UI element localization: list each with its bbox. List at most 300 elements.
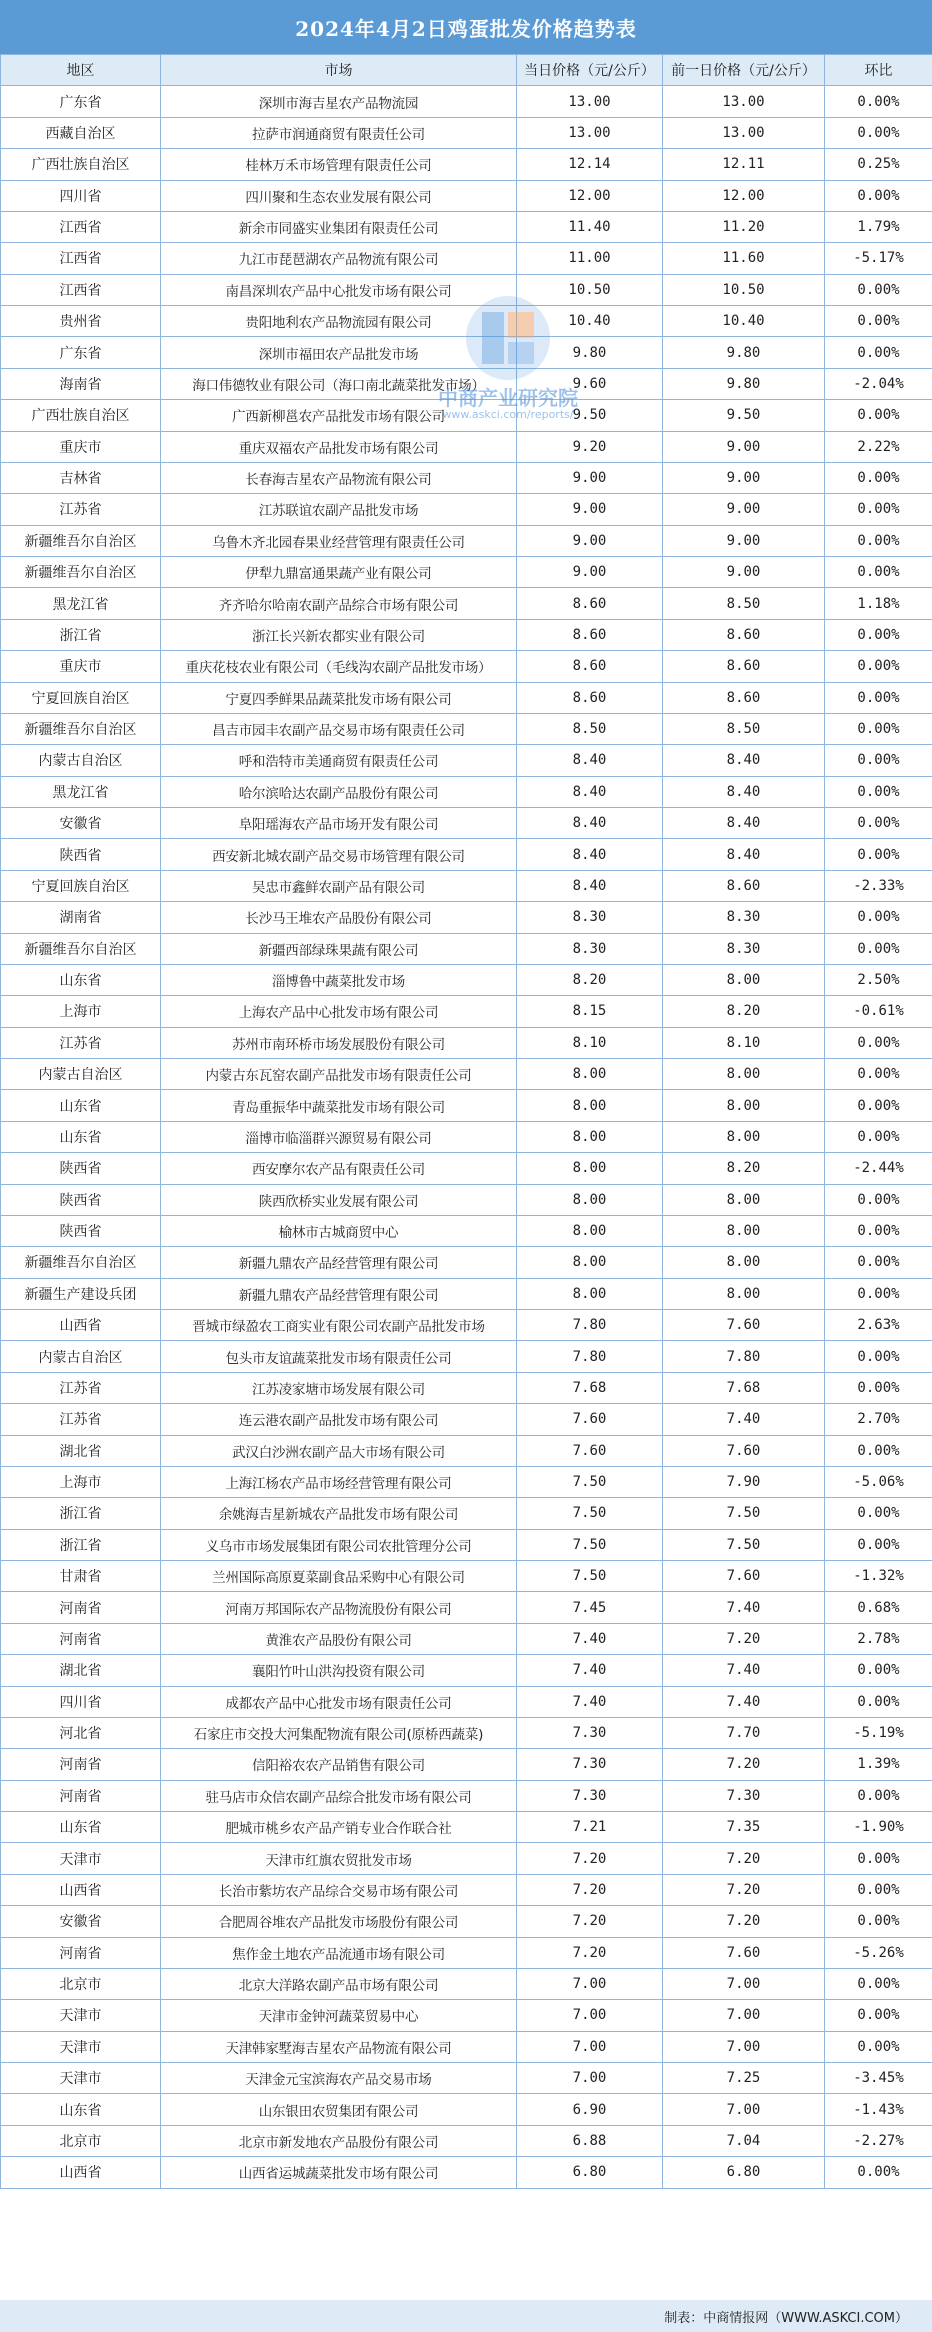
cell-change: 0.00% xyxy=(825,1121,932,1152)
cell-market: 成都农产品中心批发市场有限责任公司 xyxy=(161,1686,517,1717)
cell-change: 0.25% xyxy=(825,149,932,180)
cell-region: 山东省 xyxy=(1,2094,161,2125)
cell-region: 安徽省 xyxy=(1,808,161,839)
cell-region: 河南省 xyxy=(1,1623,161,1654)
table-header-row xyxy=(1,55,932,86)
cell-market: 江苏联谊农副产品批发市场 xyxy=(161,494,517,525)
table-row xyxy=(1,2125,932,2156)
cell-prev-price: 9.00 xyxy=(663,462,825,493)
cell-change: 0.00% xyxy=(825,2000,932,2031)
cell-today-price: 8.40 xyxy=(517,870,663,901)
cell-region: 甘肃省 xyxy=(1,1561,161,1592)
cell-market: 淄博鲁中蔬菜批发市场 xyxy=(161,964,517,995)
cell-region: 浙江省 xyxy=(1,1529,161,1560)
cell-change: 0.00% xyxy=(825,1090,932,1121)
cell-change: -5.17% xyxy=(825,243,932,274)
cell-market: 西安新北城农副产品交易市场管理有限公司 xyxy=(161,839,517,870)
table-row xyxy=(1,808,932,839)
cell-prev-price: 8.60 xyxy=(663,682,825,713)
cell-change: -1.32% xyxy=(825,1561,932,1592)
cell-prev-price: 8.00 xyxy=(663,1121,825,1152)
cell-region: 天津市 xyxy=(1,2031,161,2062)
cell-change: 0.00% xyxy=(825,1498,932,1529)
cell-change: 0.00% xyxy=(825,1529,932,1560)
cell-prev-price: 7.20 xyxy=(663,1843,825,1874)
cell-region: 吉林省 xyxy=(1,462,161,493)
cell-change: 0.00% xyxy=(825,1278,932,1309)
cell-prev-price: 8.00 xyxy=(663,964,825,995)
cell-today-price: 9.50 xyxy=(517,400,663,431)
cell-region: 新疆生产建设兵团 xyxy=(1,1278,161,1309)
cell-today-price: 8.00 xyxy=(517,1215,663,1246)
cell-market: 广西新柳邕农产品批发市场有限公司 xyxy=(161,400,517,431)
cell-region: 上海市 xyxy=(1,1466,161,1497)
cell-region: 北京市 xyxy=(1,1968,161,1999)
cell-today-price: 7.50 xyxy=(517,1466,663,1497)
table-row xyxy=(1,1906,932,1937)
cell-today-price: 7.21 xyxy=(517,1812,663,1843)
table-row xyxy=(1,1874,932,1905)
cell-market: 焦作金土地农产品流通市场有限公司 xyxy=(161,1937,517,1968)
table-row xyxy=(1,902,932,933)
cell-change: 0.00% xyxy=(825,713,932,744)
cell-market: 武汉白沙洲农副产品大市场有限公司 xyxy=(161,1435,517,1466)
cell-market: 重庆花枝农业有限公司（毛线沟农副产品批发市场） xyxy=(161,651,517,682)
cell-prev-price: 7.40 xyxy=(663,1686,825,1717)
cell-market: 石家庄市交投大河集配物流有限公司(原桥西蔬菜) xyxy=(161,1717,517,1748)
cell-change: 0.00% xyxy=(825,1780,932,1811)
table-row xyxy=(1,1121,932,1152)
cell-market: 新疆九鼎农产品经营管理有限公司 xyxy=(161,1278,517,1309)
cell-today-price: 8.60 xyxy=(517,619,663,650)
cell-market: 天津市金钟河蔬菜贸易中心 xyxy=(161,2000,517,2031)
cell-region: 四川省 xyxy=(1,1686,161,1717)
cell-today-price: 7.20 xyxy=(517,1843,663,1874)
cell-market: 天津韩家墅海吉星农产品物流有限公司 xyxy=(161,2031,517,2062)
cell-region: 山东省 xyxy=(1,964,161,995)
cell-prev-price: 7.50 xyxy=(663,1529,825,1560)
cell-change: 0.00% xyxy=(825,2031,932,2062)
cell-change: 0.00% xyxy=(825,557,932,588)
cell-today-price: 7.50 xyxy=(517,1498,663,1529)
cell-region: 湖南省 xyxy=(1,902,161,933)
cell-region: 内蒙古自治区 xyxy=(1,745,161,776)
cell-region: 河南省 xyxy=(1,1780,161,1811)
cell-prev-price: 7.70 xyxy=(663,1717,825,1748)
table-row xyxy=(1,1529,932,1560)
cell-change: 0.00% xyxy=(825,1059,932,1090)
cell-prev-price: 9.00 xyxy=(663,431,825,462)
cell-change: -0.61% xyxy=(825,996,932,1027)
table-row xyxy=(1,1937,932,1968)
cell-market: 天津市红旗农贸批发市场 xyxy=(161,1843,517,1874)
cell-change: 0.00% xyxy=(825,619,932,650)
cell-today-price: 7.00 xyxy=(517,2000,663,2031)
cell-market: 北京市新发地农产品股份有限公司 xyxy=(161,2125,517,2156)
cell-region: 江西省 xyxy=(1,274,161,305)
header-region: 地区 xyxy=(1,55,161,86)
cell-market: 晋城市绿盈农工商实业有限公司农副产品批发市场 xyxy=(161,1310,517,1341)
cell-market: 山西省运城蔬菜批发市场有限公司 xyxy=(161,2157,517,2188)
cell-region: 天津市 xyxy=(1,1843,161,1874)
cell-today-price: 7.80 xyxy=(517,1310,663,1341)
cell-prev-price: 8.00 xyxy=(663,1059,825,1090)
cell-prev-price: 8.00 xyxy=(663,1090,825,1121)
cell-today-price: 6.88 xyxy=(517,2125,663,2156)
cell-market: 余姚海吉星新城农产品批发市场有限公司 xyxy=(161,1498,517,1529)
table-row xyxy=(1,1655,932,1686)
cell-market: 兰州国际高原夏菜副食品采购中心有限公司 xyxy=(161,1561,517,1592)
header-prev-price: 前一日价格（元/公斤） xyxy=(663,55,825,86)
cell-market: 长沙马王堆农产品股份有限公司 xyxy=(161,902,517,933)
cell-region: 内蒙古自治区 xyxy=(1,1341,161,1372)
cell-market: 黄淮农产品股份有限公司 xyxy=(161,1623,517,1654)
cell-change: 2.70% xyxy=(825,1404,932,1435)
cell-prev-price: 12.00 xyxy=(663,180,825,211)
cell-region: 新疆维吾尔自治区 xyxy=(1,1247,161,1278)
cell-region: 广西壮族自治区 xyxy=(1,400,161,431)
table-row xyxy=(1,1717,932,1748)
cell-market: 阜阳瑶海农产品市场开发有限公司 xyxy=(161,808,517,839)
cell-market: 四川聚和生态农业发展有限公司 xyxy=(161,180,517,211)
cell-today-price: 7.30 xyxy=(517,1717,663,1748)
table-row xyxy=(1,2094,932,2125)
cell-prev-price: 8.40 xyxy=(663,808,825,839)
cell-today-price: 8.60 xyxy=(517,682,663,713)
table-row xyxy=(1,1749,932,1780)
cell-market: 义乌市市场发展集团有限公司农批管理分公司 xyxy=(161,1529,517,1560)
table-row xyxy=(1,651,932,682)
cell-change: 0.00% xyxy=(825,808,932,839)
header-today-price: 当日价格（元/公斤） xyxy=(517,55,663,86)
table-row xyxy=(1,745,932,776)
cell-market: 新疆西部绿珠果蔬有限公司 xyxy=(161,933,517,964)
table-row xyxy=(1,494,932,525)
cell-today-price: 10.40 xyxy=(517,306,663,337)
cell-region: 山西省 xyxy=(1,1310,161,1341)
table-row xyxy=(1,1686,932,1717)
cell-region: 贵州省 xyxy=(1,306,161,337)
cell-region: 浙江省 xyxy=(1,1498,161,1529)
cell-today-price: 7.00 xyxy=(517,1968,663,1999)
cell-market: 海口伟德牧业有限公司（海口南北蔬菜批发市场） xyxy=(161,368,517,399)
cell-prev-price: 7.50 xyxy=(663,1498,825,1529)
cell-market: 江苏凌家塘市场发展有限公司 xyxy=(161,1372,517,1403)
cell-prev-price: 7.00 xyxy=(663,1968,825,1999)
cell-region: 四川省 xyxy=(1,180,161,211)
cell-market: 西安摩尔农产品有限责任公司 xyxy=(161,1153,517,1184)
cell-region: 江苏省 xyxy=(1,494,161,525)
cell-today-price: 8.30 xyxy=(517,902,663,933)
cell-prev-price: 7.35 xyxy=(663,1812,825,1843)
footer-source: 制表：中商情报网（WWW.ASKCI.COM） xyxy=(0,2300,932,2332)
table-row xyxy=(1,619,932,650)
cell-market: 深圳市海吉星农产品物流园 xyxy=(161,86,517,117)
cell-change: -1.43% xyxy=(825,2094,932,2125)
cell-prev-price: 7.20 xyxy=(663,1623,825,1654)
cell-market: 榆林市古城商贸中心 xyxy=(161,1215,517,1246)
cell-region: 黑龙江省 xyxy=(1,776,161,807)
table-row xyxy=(1,1184,932,1215)
cell-prev-price: 13.00 xyxy=(663,117,825,148)
cell-market: 包头市友谊蔬菜批发市场有限责任公司 xyxy=(161,1341,517,1372)
cell-change: 2.78% xyxy=(825,1623,932,1654)
table-row xyxy=(1,400,932,431)
cell-change: 0.00% xyxy=(825,1341,932,1372)
cell-prev-price: 7.40 xyxy=(663,1655,825,1686)
cell-prev-price: 8.30 xyxy=(663,902,825,933)
cell-today-price: 9.80 xyxy=(517,337,663,368)
cell-change: 0.00% xyxy=(825,1655,932,1686)
table-row xyxy=(1,1843,932,1874)
cell-prev-price: 8.60 xyxy=(663,870,825,901)
cell-region: 重庆市 xyxy=(1,431,161,462)
cell-region: 山西省 xyxy=(1,2157,161,2188)
cell-change: -5.19% xyxy=(825,1717,932,1748)
header-change: 环比 xyxy=(825,55,932,86)
table-row xyxy=(1,1780,932,1811)
cell-change: 0.00% xyxy=(825,1215,932,1246)
cell-prev-price: 7.60 xyxy=(663,1561,825,1592)
cell-market: 深圳市福田农产品批发市场 xyxy=(161,337,517,368)
cell-change: 0.00% xyxy=(825,494,932,525)
cell-today-price: 8.40 xyxy=(517,745,663,776)
cell-prev-price: 7.30 xyxy=(663,1780,825,1811)
table-row xyxy=(1,180,932,211)
cell-today-price: 7.45 xyxy=(517,1592,663,1623)
table-row xyxy=(1,1435,932,1466)
cell-prev-price: 9.80 xyxy=(663,337,825,368)
cell-change: 0.68% xyxy=(825,1592,932,1623)
cell-region: 河南省 xyxy=(1,1749,161,1780)
cell-prev-price: 7.60 xyxy=(663,1435,825,1466)
cell-market: 新余市同盛实业集团有限责任公司 xyxy=(161,211,517,242)
cell-change: 0.00% xyxy=(825,180,932,211)
table-row xyxy=(1,86,932,117)
cell-prev-price: 7.40 xyxy=(663,1404,825,1435)
cell-today-price: 10.50 xyxy=(517,274,663,305)
cell-today-price: 13.00 xyxy=(517,86,663,117)
cell-change: 0.00% xyxy=(825,525,932,556)
cell-region: 江苏省 xyxy=(1,1404,161,1435)
cell-market: 青岛重振华中蔬菜批发市场有限公司 xyxy=(161,1090,517,1121)
cell-region: 山西省 xyxy=(1,1874,161,1905)
cell-region: 陕西省 xyxy=(1,1215,161,1246)
cell-change: 1.39% xyxy=(825,1749,932,1780)
cell-today-price: 9.00 xyxy=(517,525,663,556)
table-row xyxy=(1,1968,932,1999)
cell-market: 上海农产品中心批发市场有限公司 xyxy=(161,996,517,1027)
cell-today-price: 12.14 xyxy=(517,149,663,180)
cell-prev-price: 8.40 xyxy=(663,776,825,807)
cell-market: 信阳裕农农产品销售有限公司 xyxy=(161,1749,517,1780)
table-row xyxy=(1,462,932,493)
cell-market: 重庆双福农产品批发市场有限公司 xyxy=(161,431,517,462)
cell-region: 上海市 xyxy=(1,996,161,1027)
cell-region: 宁夏回族自治区 xyxy=(1,870,161,901)
cell-market: 合肥周谷堆农产品批发市场股份有限公司 xyxy=(161,1906,517,1937)
table-row xyxy=(1,2000,932,2031)
table-row xyxy=(1,839,932,870)
table-row xyxy=(1,368,932,399)
cell-market: 北京大洋路农副产品市场有限公司 xyxy=(161,1968,517,1999)
cell-today-price: 8.00 xyxy=(517,1121,663,1152)
cell-today-price: 8.20 xyxy=(517,964,663,995)
cell-market: 桂林万禾市场管理有限责任公司 xyxy=(161,149,517,180)
cell-prev-price: 8.40 xyxy=(663,745,825,776)
cell-today-price: 8.00 xyxy=(517,1090,663,1121)
table-row xyxy=(1,1247,932,1278)
cell-region: 广东省 xyxy=(1,337,161,368)
cell-prev-price: 7.80 xyxy=(663,1341,825,1372)
cell-prev-price: 9.00 xyxy=(663,557,825,588)
cell-region: 陕西省 xyxy=(1,839,161,870)
cell-change: 0.00% xyxy=(825,2157,932,2188)
egg-price-table xyxy=(0,54,932,2189)
cell-today-price: 6.90 xyxy=(517,2094,663,2125)
cell-prev-price: 7.68 xyxy=(663,1372,825,1403)
cell-market: 淄博市临淄群兴源贸易有限公司 xyxy=(161,1121,517,1152)
table-row xyxy=(1,274,932,305)
cell-change: 0.00% xyxy=(825,400,932,431)
table-row xyxy=(1,1592,932,1623)
cell-market: 九江市琵琶湖农产品物流有限公司 xyxy=(161,243,517,274)
table-row xyxy=(1,117,932,148)
cell-change: 0.00% xyxy=(825,1968,932,1999)
table-row xyxy=(1,870,932,901)
cell-today-price: 7.68 xyxy=(517,1372,663,1403)
cell-change: 0.00% xyxy=(825,337,932,368)
cell-change: 0.00% xyxy=(825,651,932,682)
cell-prev-price: 12.11 xyxy=(663,149,825,180)
cell-today-price: 13.00 xyxy=(517,117,663,148)
cell-change: -1.90% xyxy=(825,1812,932,1843)
table-row xyxy=(1,2157,932,2188)
table-row xyxy=(1,1466,932,1497)
cell-change: 0.00% xyxy=(825,1027,932,1058)
cell-region: 黑龙江省 xyxy=(1,588,161,619)
table-row xyxy=(1,243,932,274)
cell-today-price: 9.00 xyxy=(517,557,663,588)
watermark-text: 中商产业研究院 xyxy=(438,386,578,410)
cell-prev-price: 8.10 xyxy=(663,1027,825,1058)
table-body xyxy=(1,86,932,2188)
cell-change: 2.22% xyxy=(825,431,932,462)
table-row xyxy=(1,1090,932,1121)
cell-region: 广东省 xyxy=(1,86,161,117)
cell-today-price: 7.50 xyxy=(517,1529,663,1560)
cell-prev-price: 8.20 xyxy=(663,1153,825,1184)
table-row xyxy=(1,1059,932,1090)
cell-market: 伊犁九鼎富通果蔬产业有限公司 xyxy=(161,557,517,588)
cell-today-price: 6.80 xyxy=(517,2157,663,2188)
cell-region: 江苏省 xyxy=(1,1027,161,1058)
cell-change: 0.00% xyxy=(825,745,932,776)
table-row xyxy=(1,306,932,337)
cell-today-price: 8.60 xyxy=(517,588,663,619)
cell-prev-price: 11.60 xyxy=(663,243,825,274)
table-row xyxy=(1,149,932,180)
cell-today-price: 7.00 xyxy=(517,2063,663,2094)
cell-today-price: 8.40 xyxy=(517,808,663,839)
cell-prev-price: 7.20 xyxy=(663,1874,825,1905)
cell-region: 天津市 xyxy=(1,2000,161,2031)
cell-today-price: 8.00 xyxy=(517,1184,663,1215)
cell-today-price: 8.50 xyxy=(517,713,663,744)
cell-market: 山东银田农贸集团有限公司 xyxy=(161,2094,517,2125)
cell-today-price: 7.80 xyxy=(517,1341,663,1372)
cell-today-price: 7.40 xyxy=(517,1623,663,1654)
cell-prev-price: 7.04 xyxy=(663,2125,825,2156)
cell-change: 0.00% xyxy=(825,462,932,493)
cell-today-price: 12.00 xyxy=(517,180,663,211)
cell-change: 0.00% xyxy=(825,776,932,807)
cell-prev-price: 8.00 xyxy=(663,1278,825,1309)
cell-region: 海南省 xyxy=(1,368,161,399)
cell-prev-price: 9.00 xyxy=(663,494,825,525)
cell-change: -2.44% xyxy=(825,1153,932,1184)
cell-prev-price: 13.00 xyxy=(663,86,825,117)
cell-region: 新疆维吾尔自治区 xyxy=(1,557,161,588)
cell-today-price: 8.10 xyxy=(517,1027,663,1058)
table-row xyxy=(1,1404,932,1435)
cell-region: 宁夏回族自治区 xyxy=(1,682,161,713)
table-row xyxy=(1,557,932,588)
cell-prev-price: 7.00 xyxy=(663,2094,825,2125)
cell-today-price: 11.00 xyxy=(517,243,663,274)
header-market: 市场 xyxy=(161,55,517,86)
cell-change: 0.00% xyxy=(825,306,932,337)
cell-market: 肥城市桃乡农产品产销专业合作联合社 xyxy=(161,1812,517,1843)
cell-region: 新疆维吾尔自治区 xyxy=(1,713,161,744)
cell-prev-price: 8.60 xyxy=(663,619,825,650)
cell-prev-price: 11.20 xyxy=(663,211,825,242)
cell-today-price: 7.20 xyxy=(517,1906,663,1937)
cell-prev-price: 8.50 xyxy=(663,588,825,619)
cell-prev-price: 10.50 xyxy=(663,274,825,305)
cell-prev-price: 8.00 xyxy=(663,1247,825,1278)
cell-region: 西藏自治区 xyxy=(1,117,161,148)
cell-market: 内蒙古东瓦窑农副产品批发市场有限责任公司 xyxy=(161,1059,517,1090)
cell-prev-price: 7.00 xyxy=(663,2031,825,2062)
cell-prev-price: 7.60 xyxy=(663,1310,825,1341)
cell-region: 湖北省 xyxy=(1,1655,161,1686)
table-title: 2024年4月2日鸡蛋批发价格趋势表 xyxy=(0,0,932,54)
cell-market: 上海江杨农产品市场经营管理有限公司 xyxy=(161,1466,517,1497)
cell-prev-price: 8.50 xyxy=(663,713,825,744)
cell-region: 河南省 xyxy=(1,1592,161,1623)
cell-region: 江西省 xyxy=(1,243,161,274)
cell-change: 0.00% xyxy=(825,682,932,713)
cell-prev-price: 7.60 xyxy=(663,1937,825,1968)
table-row xyxy=(1,1623,932,1654)
cell-today-price: 7.30 xyxy=(517,1780,663,1811)
cell-today-price: 7.20 xyxy=(517,1874,663,1905)
cell-change: -3.45% xyxy=(825,2063,932,2094)
cell-market: 乌鲁木齐北园春果业经营管理有限责任公司 xyxy=(161,525,517,556)
cell-market: 宁夏四季鲜果品蔬菜批发市场有限公司 xyxy=(161,682,517,713)
cell-market: 苏州市南环桥市场发展股份有限公司 xyxy=(161,1027,517,1058)
cell-today-price: 9.20 xyxy=(517,431,663,462)
cell-change: 0.00% xyxy=(825,1843,932,1874)
cell-change: 0.00% xyxy=(825,1906,932,1937)
table-row xyxy=(1,1812,932,1843)
cell-today-price: 9.60 xyxy=(517,368,663,399)
cell-today-price: 7.60 xyxy=(517,1404,663,1435)
cell-change: 0.00% xyxy=(825,117,932,148)
cell-region: 浙江省 xyxy=(1,619,161,650)
cell-market: 哈尔滨哈达农副产品股份有限公司 xyxy=(161,776,517,807)
